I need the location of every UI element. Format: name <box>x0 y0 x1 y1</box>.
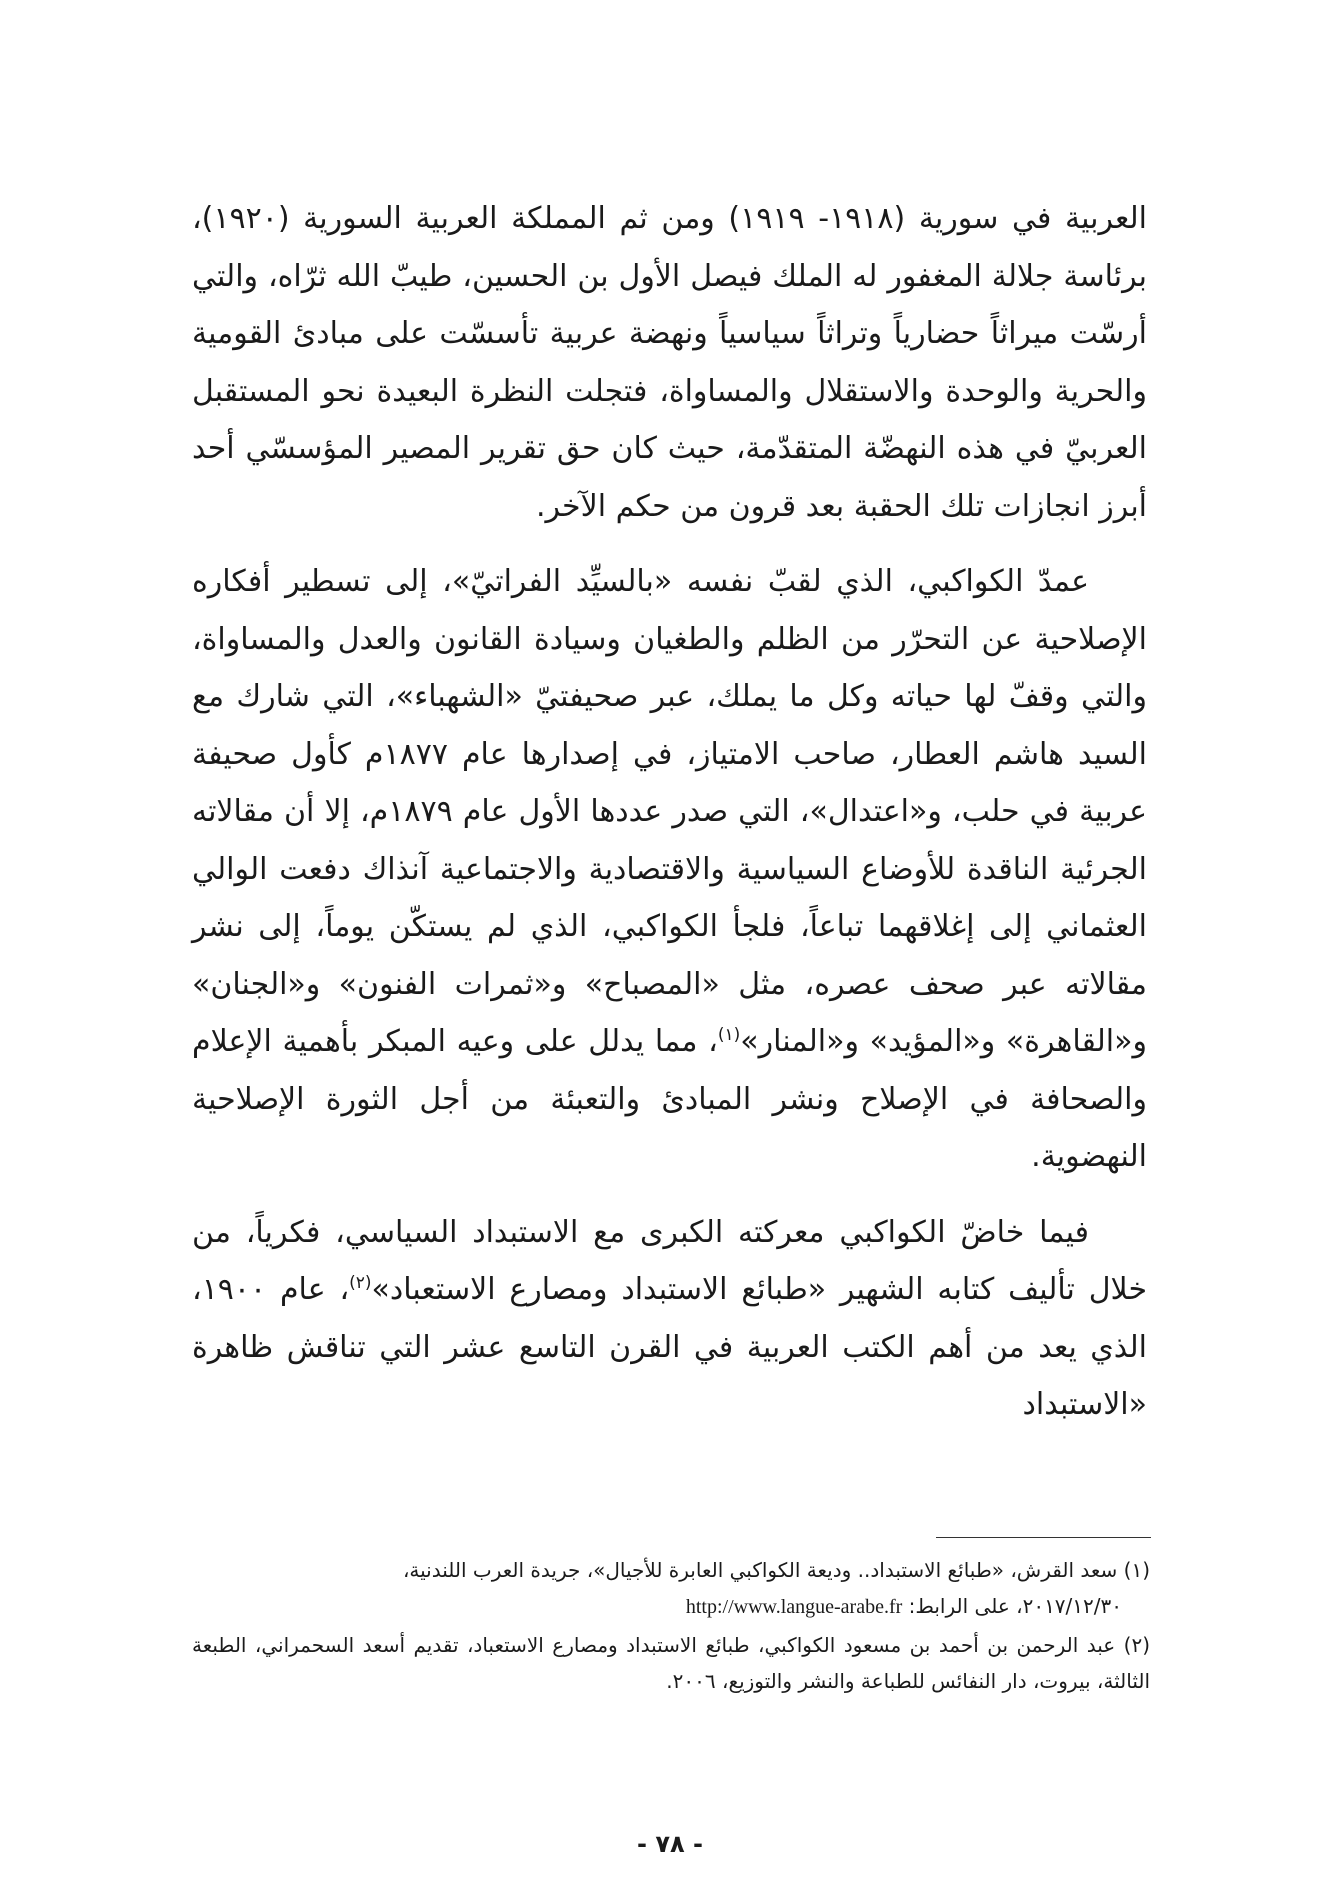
body-text <box>192 190 1147 1452</box>
paragraph-3-text-a: فيما خاضّ الكواكبي معركته الكبرى مع الاستبداد السياسي، فكرياً، من خلال تأليف كتابه الشهير «طبائع الاستبداد ومصارع الاستعباد» <box>192 1214 1147 1307</box>
footnote-1 <box>192 1552 1150 1625</box>
footnote-2 <box>192 1627 1150 1699</box>
footnote-1-url-link[interactable]: http://www.langue-arabe.fr <box>685 1596 903 1618</box>
paragraph-2-text-b: ، مما يدلل على وعيه المبكر بأهمية الإعلام والصحافة في الإصلاح ونشر المبادئ والتعبئة من أجل الثورة الإصلاحية النهضوية. <box>192 1024 1147 1174</box>
footnote-1-date-text: ٢٠١٧/١٢/٣٠، على الرابط: <box>908 1594 1122 1618</box>
paragraph-1-text: العربية في سورية (١٩١٨- ١٩١٩) ومن ثم المملكة العربية السورية (١٩٢٠)، برئاسة جلالة المغفور له الملك فيصل الأول بن الحسين، طيبّ الله ثرّاه، والتي أرسّت ميراثاً حضارياً وتراثاً سياسياً ونهضة عربية تأسسّت على مبادئ القومية والحرية والوحدة والاستقلال والمساواة، فتجلت النظرة البعيدة نحو المستقبل العربيّ في هذه النهضّة المتقدّمة، حيث كان حق تقرير المصير المؤسسّي أحد أبرز انجازات تلك الحقبة بعد قرون من حكم الآخر. <box>192 201 1147 524</box>
footnote-divider <box>936 1537 1151 1538</box>
paragraph-1 <box>192 190 1147 535</box>
footnote-ref-2[interactable]: (٢) <box>349 1273 372 1293</box>
paragraph-2-text-a: عمدّ الكواكبي، الذي لقبّ نفسه «بالسيِّد الفراتيّ»، إلى تسطير أفكاره الإصلاحية عن التحرّر من الظلم والطغيان وسيادة القانون والعدل والمساواة، والتي وقفّ لها حياته وكل ما يملك، عبر صحيفتيّ «الشهباء»، التي شارك مع السيد هاشم العطار، صاحب الامتياز، في إصدارها عام ١٨٧٧م كأول صحيفة عربية في حلب، و«اعتدال»، التي صدر عددها الأول عام ١٨٧٩م، إلا أن مقالاته الجرئية الناقدة للأوضاع السياسية والاقتصادية والاجتماعية آنذاك دفعت الوالي العثماني إلى إغلاقهما تباعاً، فلجأ الكواكبي، الذي لم يستكّن يوماً، إلى نشر مقالاته عبر صحف عصره، مثل «المصباح» و«ثمرات الفنون» و«الجنان» و«القاهرة» و«المؤيد» و«المنار» <box>192 564 1148 1059</box>
page-number: - ٧٨ - <box>637 1830 703 1858</box>
paragraph-3-text-b: ، عام ١٩٠٠، الذي يعد من أهم الكتب العربية في القرن التاسع عشر التي تناقش ظاهرة «الاستبداد <box>192 1272 1147 1422</box>
paragraph-2 <box>192 553 1147 1186</box>
footnote-ref-1[interactable]: (١) <box>717 1025 741 1045</box>
footnote-1-line-2 <box>686 1594 1150 1618</box>
footnotes <box>192 1552 1150 1701</box>
footnote-2-text: (٢) عبد الرحمن بن أحمد بن مسعود الكواكبي، طبائع الاستبداد ومصارع الاستعباد، تقديم أسعد السحمراني، الطبعة الثالثة، بيروت، دار النفائس للطباعة والنشر والتوزيع، ٢٠٠٦. <box>192 1633 1150 1693</box>
paragraph-3 <box>192 1204 1147 1434</box>
footnote-1-line-1: (١) سعد القرش، «طبائع الاستبداد.. وديعة الكواكبي العابرة للأجيال»، جريدة العرب اللندنية، <box>402 1558 1150 1582</box>
